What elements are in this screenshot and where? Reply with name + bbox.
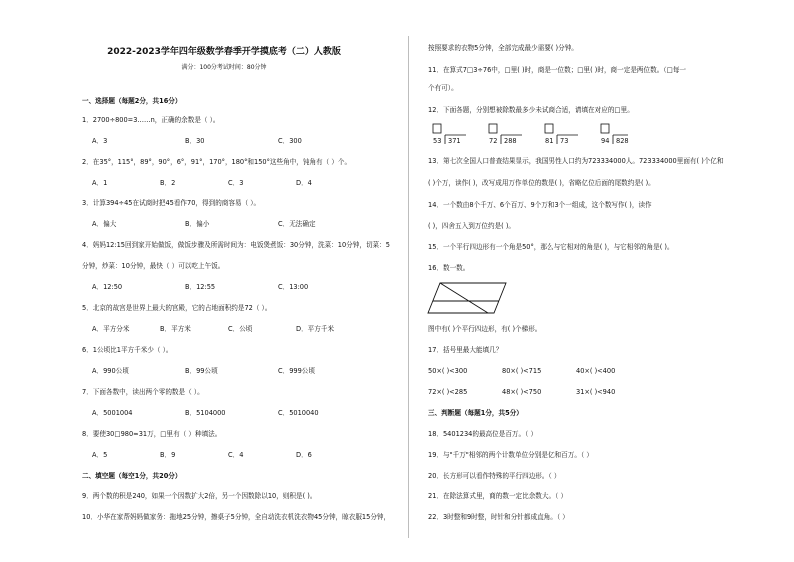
question-17: 17．括号里最大能填几？ [428, 346, 503, 354]
question-5-options [92, 325, 364, 334]
page-subtitle: 满分：100分考试时间：80分钟 [181, 64, 267, 71]
inequality: 50×( )<300 [428, 367, 468, 375]
question-22: 22．3时整和9时整，时针和分针都成直角。（ ） [428, 513, 569, 521]
question-20: 20．长方形可以看作特殊的平行四边形。（ ） [428, 472, 561, 480]
option: A．5 [92, 451, 108, 459]
question-5: 5．北京的故宫是世界上最大的宫殿，它的占地面积约是72（ ）。 [82, 304, 272, 312]
parallelogram-figure [428, 281, 508, 317]
question-4-line2: 分钟，炒菜：10分钟，最快（ ）可以吃上午饭。 [82, 262, 225, 270]
question-3: 3．计算394÷45在试商时把45看作70，得到的商容易（ ）。 [82, 199, 261, 207]
divisor: 94 [601, 137, 610, 145]
question-9: 9．两个数的积是240，如果一个因数扩大2倍，另一个因数除以10，则积是( )。 [82, 492, 317, 500]
option: A．5001004 [92, 409, 133, 417]
option: A．990公顷 [92, 367, 129, 375]
dividend: 828 [616, 137, 629, 145]
question-4-options [92, 283, 346, 292]
option: B．9 [160, 451, 176, 459]
option: B．30 [185, 137, 205, 145]
option: D．4 [296, 179, 312, 187]
option: D．6 [296, 451, 312, 459]
question-2-options [92, 179, 364, 188]
inequality: 80×( )<715 [502, 367, 542, 375]
question-8-options [92, 451, 364, 460]
question-4-line1: 4．妈妈12:15回到家开始做饭，做饭步骤及所需时间为：电饭煲煮饭：30分钟，洗菜：10分钟，切菜：5 [82, 241, 390, 249]
question-14-line1: 14．一个数由8个千万、6个百万、9个万和3个一组成，这个数写作( )，读作 [428, 201, 652, 209]
option: C．无法确定 [278, 220, 316, 228]
question-17-row2 [428, 388, 615, 397]
answer-box [545, 124, 553, 133]
question-1: 1．2700÷800=3……n，正确的余数是（ ）。 [82, 116, 220, 124]
option: A．平方分米 [92, 325, 130, 333]
divisor: 53 [433, 137, 442, 145]
answer-box [489, 124, 497, 133]
option: A．3 [92, 137, 108, 145]
page-title: 2022-2023学年四年级数学春季开学摸底考（二）人教版 [107, 47, 341, 57]
question-12: 12．下面各题，分别想被除数最多少未试商合适，请填在对应的□里。 [428, 106, 634, 114]
question-1-options [92, 137, 346, 146]
option: C．4 [228, 451, 244, 459]
option: B．12:55 [185, 283, 216, 291]
question-17-row1 [428, 367, 615, 376]
option: B．偏小 [185, 220, 210, 228]
dividend: 371 [448, 137, 461, 145]
option: C．300 [278, 137, 302, 145]
inequality: 48×( )<750 [502, 388, 542, 396]
parallelogram-outline [428, 283, 506, 313]
question-21: 21．在除法算式里，商的数一定比余数大。（ ） [428, 492, 568, 500]
question-13-line2: ( )个万，读作( )，改写成用万作单位的数是( )，省略亿位后面的尾数约是( )。 [428, 179, 655, 187]
column-divider [408, 36, 409, 538]
question-7-options [92, 409, 346, 418]
option: C．13:00 [278, 283, 309, 291]
answer-box [433, 124, 441, 133]
question-15: 15．一个平行四边形有一个角是50°，那么与它相对的角是( )，与它相邻的角是( )。 [428, 243, 674, 251]
question-10-continued: 按照要求的衣物5分钟，全部完成最少需要( )分钟。 [428, 44, 578, 52]
divisor: 72 [489, 137, 498, 145]
inequality: 31×( )<940 [576, 388, 616, 396]
question-19: 19．与"千万"相邻的两个计数单位分别是亿和百万。（ ） [428, 451, 593, 459]
question-6: 6．1公顷比1平方千米少（ ）。 [82, 346, 173, 354]
option: B．99公顷 [185, 367, 218, 375]
question-16: 16．数一数。 [428, 264, 470, 272]
inequality: 40×( )<400 [576, 367, 616, 375]
answer-box [601, 124, 609, 133]
question-14-line2: ( )，四舍五入到万位约是( )。 [428, 222, 516, 230]
diagonal-segment [440, 283, 488, 313]
option: D．平方千米 [296, 325, 335, 333]
option: A．1 [92, 179, 108, 187]
question-18: 18．5401234的最高位是百万。（ ） [428, 430, 538, 438]
dividend: 73 [560, 137, 569, 145]
option: A．偏大 [92, 220, 117, 228]
question-3-options [92, 220, 346, 229]
question-7: 7．下面各数中，读出两个零的数是（ ）。 [82, 388, 204, 396]
option: B．平方米 [160, 325, 191, 333]
question-8: 8．要使30□980≈31万，□里有（ ）种填法。 [82, 430, 222, 438]
option: C．999公顷 [278, 367, 315, 375]
option: C．5010040 [278, 409, 319, 417]
question-13-line1: 13．第七次全国人口普查结果显示，我国男性人口约为723334000人。723334000里面有( )个亿和 [428, 157, 724, 165]
section-heading-judge: 三、判断题（每题1分，共5分） [428, 409, 523, 417]
question-11-line1: 11．在算式7□3÷76中，□里( )时，商是一位数；□里( )时，商一定是两位数。（□每一 [428, 66, 687, 74]
option: C．公顷 [228, 325, 253, 333]
question-2: 2．在35°，115°，89°，90°，6°，91°，170°，180°和150°这些角中，钝角有（ ）个。 [82, 158, 352, 166]
question-11-line2: 个有可）。 [428, 84, 458, 92]
divisor: 81 [545, 137, 554, 145]
inequality: 72×( )<285 [428, 388, 468, 396]
option: B．2 [160, 179, 176, 187]
section-heading-choice: 一、选择题（每题2分，共16分） [82, 97, 182, 105]
option: A．12:50 [92, 283, 123, 291]
dividend: 288 [504, 137, 517, 145]
section-heading-fill: 二、填空题（每空1分，共20分） [82, 472, 182, 480]
division-numbers [433, 137, 636, 146]
option: C．3 [228, 179, 244, 187]
question-16-fill: 图中有( )个平行四边形，有( )个梯形。 [428, 325, 542, 333]
question-10: 10．小华在家帮妈妈做家务：拖地25分钟，擦桌子5分钟，全自动洗衣机洗衣物45分钟，晾衣服15分钟， [82, 513, 391, 521]
question-6-options [92, 367, 346, 376]
option: B．5104000 [185, 409, 226, 417]
